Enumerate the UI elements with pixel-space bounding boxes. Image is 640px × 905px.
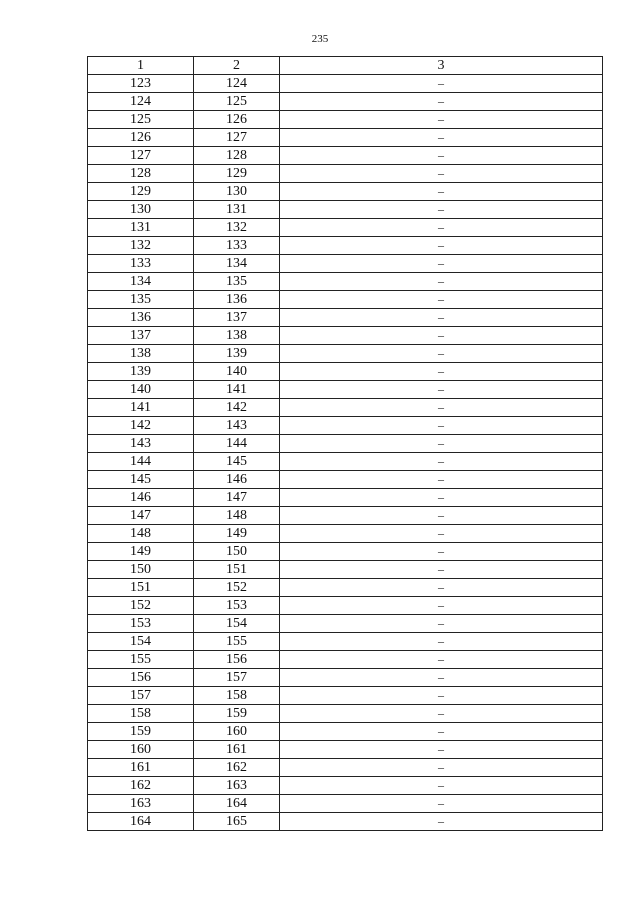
table-cell-col-3: – bbox=[280, 75, 603, 93]
table-cell-col-2: 157 bbox=[194, 669, 280, 687]
table-row bbox=[88, 525, 603, 543]
table-row bbox=[88, 687, 603, 705]
table-cell-col-2: 165 bbox=[194, 813, 280, 831]
table-cell-col-1: 132 bbox=[88, 237, 194, 255]
table-cell-col-1: 145 bbox=[88, 471, 194, 489]
table-cell-col-3: – bbox=[280, 345, 603, 363]
table-cell-col-3: – bbox=[280, 147, 603, 165]
table-cell-col-3: – bbox=[280, 183, 603, 201]
table-cell-col-3: – bbox=[280, 273, 603, 291]
table-cell-col-2: 144 bbox=[194, 435, 280, 453]
table-row bbox=[88, 345, 603, 363]
table-cell-col-1: 140 bbox=[88, 381, 194, 399]
table-cell-col-3: – bbox=[280, 777, 603, 795]
table-cell-col-3: – bbox=[280, 129, 603, 147]
table-cell-col-1: 163 bbox=[88, 795, 194, 813]
table-row bbox=[88, 417, 603, 435]
table-row bbox=[88, 543, 603, 561]
table-cell-col-3: – bbox=[280, 651, 603, 669]
table-cell-col-2: 149 bbox=[194, 525, 280, 543]
table-cell-col-2: 136 bbox=[194, 291, 280, 309]
table-cell-col-2: 156 bbox=[194, 651, 280, 669]
table-cell-col-1: 131 bbox=[88, 219, 194, 237]
table-cell-col-1: 156 bbox=[88, 669, 194, 687]
table-cell-col-2: 163 bbox=[194, 777, 280, 795]
table-cell-col-2: 131 bbox=[194, 201, 280, 219]
table-cell-col-2: 164 bbox=[194, 795, 280, 813]
table-cell-col-1: 123 bbox=[88, 75, 194, 93]
table-cell-col-3: – bbox=[280, 435, 603, 453]
table-row bbox=[88, 705, 603, 723]
table-row bbox=[88, 741, 603, 759]
table-cell-col-1: 142 bbox=[88, 417, 194, 435]
table-row bbox=[88, 471, 603, 489]
table-cell-col-2: 139 bbox=[194, 345, 280, 363]
column-header-1: 1 bbox=[88, 57, 194, 75]
table-cell-col-2: 154 bbox=[194, 615, 280, 633]
table-row bbox=[88, 777, 603, 795]
table-row bbox=[88, 327, 603, 345]
table-cell-col-2: 151 bbox=[194, 561, 280, 579]
table-cell-col-2: 130 bbox=[194, 183, 280, 201]
table-cell-col-3: – bbox=[280, 399, 603, 417]
table-cell-col-1: 146 bbox=[88, 489, 194, 507]
table-cell-col-2: 124 bbox=[194, 75, 280, 93]
table-cell-col-3: – bbox=[280, 741, 603, 759]
table-row bbox=[88, 237, 603, 255]
table-row bbox=[88, 201, 603, 219]
table-cell-col-3: – bbox=[280, 669, 603, 687]
table-cell-col-3: – bbox=[280, 165, 603, 183]
table-cell-col-1: 153 bbox=[88, 615, 194, 633]
table-cell-col-1: 127 bbox=[88, 147, 194, 165]
table-row bbox=[88, 255, 603, 273]
table-cell-col-2: 147 bbox=[194, 489, 280, 507]
table-row bbox=[88, 219, 603, 237]
table-cell-col-2: 146 bbox=[194, 471, 280, 489]
table-cell-col-3: – bbox=[280, 687, 603, 705]
table-cell-col-3: – bbox=[280, 489, 603, 507]
table-cell-col-2: 143 bbox=[194, 417, 280, 435]
table-cell-col-1: 151 bbox=[88, 579, 194, 597]
table-cell-col-2: 141 bbox=[194, 381, 280, 399]
table-cell-col-2: 142 bbox=[194, 399, 280, 417]
table-cell-col-1: 144 bbox=[88, 453, 194, 471]
table-cell-col-1: 141 bbox=[88, 399, 194, 417]
table-row bbox=[88, 489, 603, 507]
table-cell-col-1: 134 bbox=[88, 273, 194, 291]
table-cell-col-3: – bbox=[280, 525, 603, 543]
table-cell-col-3: – bbox=[280, 795, 603, 813]
table-cell-col-3: – bbox=[280, 453, 603, 471]
table-cell-col-2: 137 bbox=[194, 309, 280, 327]
table-cell-col-3: – bbox=[280, 507, 603, 525]
table-row bbox=[88, 759, 603, 777]
table-row bbox=[88, 453, 603, 471]
table-row bbox=[88, 795, 603, 813]
table-cell-col-3: – bbox=[280, 237, 603, 255]
table-cell-col-1: 125 bbox=[88, 111, 194, 129]
table-cell-col-3: – bbox=[280, 219, 603, 237]
table-cell-col-1: 148 bbox=[88, 525, 194, 543]
table-row bbox=[88, 381, 603, 399]
table-cell-col-3: – bbox=[280, 597, 603, 615]
table-body bbox=[88, 75, 603, 831]
table-cell-col-2: 153 bbox=[194, 597, 280, 615]
table-header-row bbox=[88, 57, 603, 75]
table-cell-col-2: 138 bbox=[194, 327, 280, 345]
table-cell-col-1: 133 bbox=[88, 255, 194, 273]
table-cell-col-3: – bbox=[280, 759, 603, 777]
table-cell-col-1: 129 bbox=[88, 183, 194, 201]
table-cell-col-3: – bbox=[280, 615, 603, 633]
table-row bbox=[88, 633, 603, 651]
table-cell-col-1: 157 bbox=[88, 687, 194, 705]
table-cell-col-1: 160 bbox=[88, 741, 194, 759]
table-row bbox=[88, 651, 603, 669]
table-cell-col-2: 135 bbox=[194, 273, 280, 291]
table-cell-col-3: – bbox=[280, 111, 603, 129]
table-cell-col-2: 162 bbox=[194, 759, 280, 777]
table-cell-col-1: 161 bbox=[88, 759, 194, 777]
table-cell-col-2: 160 bbox=[194, 723, 280, 741]
table-row bbox=[88, 93, 603, 111]
table-cell-col-1: 124 bbox=[88, 93, 194, 111]
table-cell-col-3: – bbox=[280, 543, 603, 561]
table-cell-col-1: 143 bbox=[88, 435, 194, 453]
table-row bbox=[88, 813, 603, 831]
table-row bbox=[88, 399, 603, 417]
table-row bbox=[88, 129, 603, 147]
table-cell-col-1: 162 bbox=[88, 777, 194, 795]
table-cell-col-2: 128 bbox=[194, 147, 280, 165]
table-cell-col-3: – bbox=[280, 813, 603, 831]
table-cell-col-3: – bbox=[280, 417, 603, 435]
table-cell-col-2: 152 bbox=[194, 579, 280, 597]
table-row bbox=[88, 579, 603, 597]
table-cell-col-3: – bbox=[280, 327, 603, 345]
table-row bbox=[88, 309, 603, 327]
table-cell-col-2: 129 bbox=[194, 165, 280, 183]
column-header-2: 2 bbox=[194, 57, 280, 75]
table-cell-col-3: – bbox=[280, 579, 603, 597]
table-row bbox=[88, 723, 603, 741]
table-cell-col-1: 136 bbox=[88, 309, 194, 327]
table-cell-col-1: 147 bbox=[88, 507, 194, 525]
table-cell-col-3: – bbox=[280, 471, 603, 489]
table-cell-col-1: 139 bbox=[88, 363, 194, 381]
table-cell-col-2: 133 bbox=[194, 237, 280, 255]
table-row bbox=[88, 435, 603, 453]
table-cell-col-3: – bbox=[280, 705, 603, 723]
table-cell-col-2: 155 bbox=[194, 633, 280, 651]
table-cell-col-1: 155 bbox=[88, 651, 194, 669]
table-cell-col-1: 149 bbox=[88, 543, 194, 561]
table-cell-col-2: 148 bbox=[194, 507, 280, 525]
table-cell-col-2: 125 bbox=[194, 93, 280, 111]
table-row bbox=[88, 561, 603, 579]
table-cell-col-1: 135 bbox=[88, 291, 194, 309]
table-cell-col-3: – bbox=[280, 633, 603, 651]
table-cell-col-3: – bbox=[280, 723, 603, 741]
table-cell-col-3: – bbox=[280, 255, 603, 273]
table-cell-col-1: 137 bbox=[88, 327, 194, 345]
page-number: 235 bbox=[311, 33, 329, 45]
table-cell-col-2: 132 bbox=[194, 219, 280, 237]
table-row bbox=[88, 291, 603, 309]
table-cell-col-3: – bbox=[280, 561, 603, 579]
table-cell-col-1: 138 bbox=[88, 345, 194, 363]
table-cell-col-2: 127 bbox=[194, 129, 280, 147]
table-cell-col-3: – bbox=[280, 93, 603, 111]
table-row bbox=[88, 273, 603, 291]
table-row bbox=[88, 147, 603, 165]
table-cell-col-1: 152 bbox=[88, 597, 194, 615]
table-cell-col-3: – bbox=[280, 291, 603, 309]
table-cell-col-1: 164 bbox=[88, 813, 194, 831]
table-cell-col-3: – bbox=[280, 201, 603, 219]
table-row bbox=[88, 507, 603, 525]
table-row bbox=[88, 597, 603, 615]
table-cell-col-2: 150 bbox=[194, 543, 280, 561]
table-cell-col-1: 159 bbox=[88, 723, 194, 741]
table-cell-col-2: 159 bbox=[194, 705, 280, 723]
table-row bbox=[88, 111, 603, 129]
table-cell-col-3: – bbox=[280, 363, 603, 381]
table-cell-col-2: 161 bbox=[194, 741, 280, 759]
table-cell-col-3: – bbox=[280, 309, 603, 327]
table-cell-col-3: – bbox=[280, 381, 603, 399]
table-cell-col-2: 145 bbox=[194, 453, 280, 471]
table-cell-col-2: 140 bbox=[194, 363, 280, 381]
table-row bbox=[88, 669, 603, 687]
data-table bbox=[87, 56, 603, 831]
table-row bbox=[88, 615, 603, 633]
table-cell-col-1: 158 bbox=[88, 705, 194, 723]
table-cell-col-2: 134 bbox=[194, 255, 280, 273]
table-cell-col-1: 150 bbox=[88, 561, 194, 579]
table-cell-col-2: 126 bbox=[194, 111, 280, 129]
table-row bbox=[88, 183, 603, 201]
table-cell-col-2: 158 bbox=[194, 687, 280, 705]
table-cell-col-1: 154 bbox=[88, 633, 194, 651]
column-header-3: 3 bbox=[280, 57, 603, 75]
table-row bbox=[88, 363, 603, 381]
table-row bbox=[88, 165, 603, 183]
table-row bbox=[88, 75, 603, 93]
table-cell-col-1: 130 bbox=[88, 201, 194, 219]
table-cell-col-1: 128 bbox=[88, 165, 194, 183]
table-cell-col-1: 126 bbox=[88, 129, 194, 147]
